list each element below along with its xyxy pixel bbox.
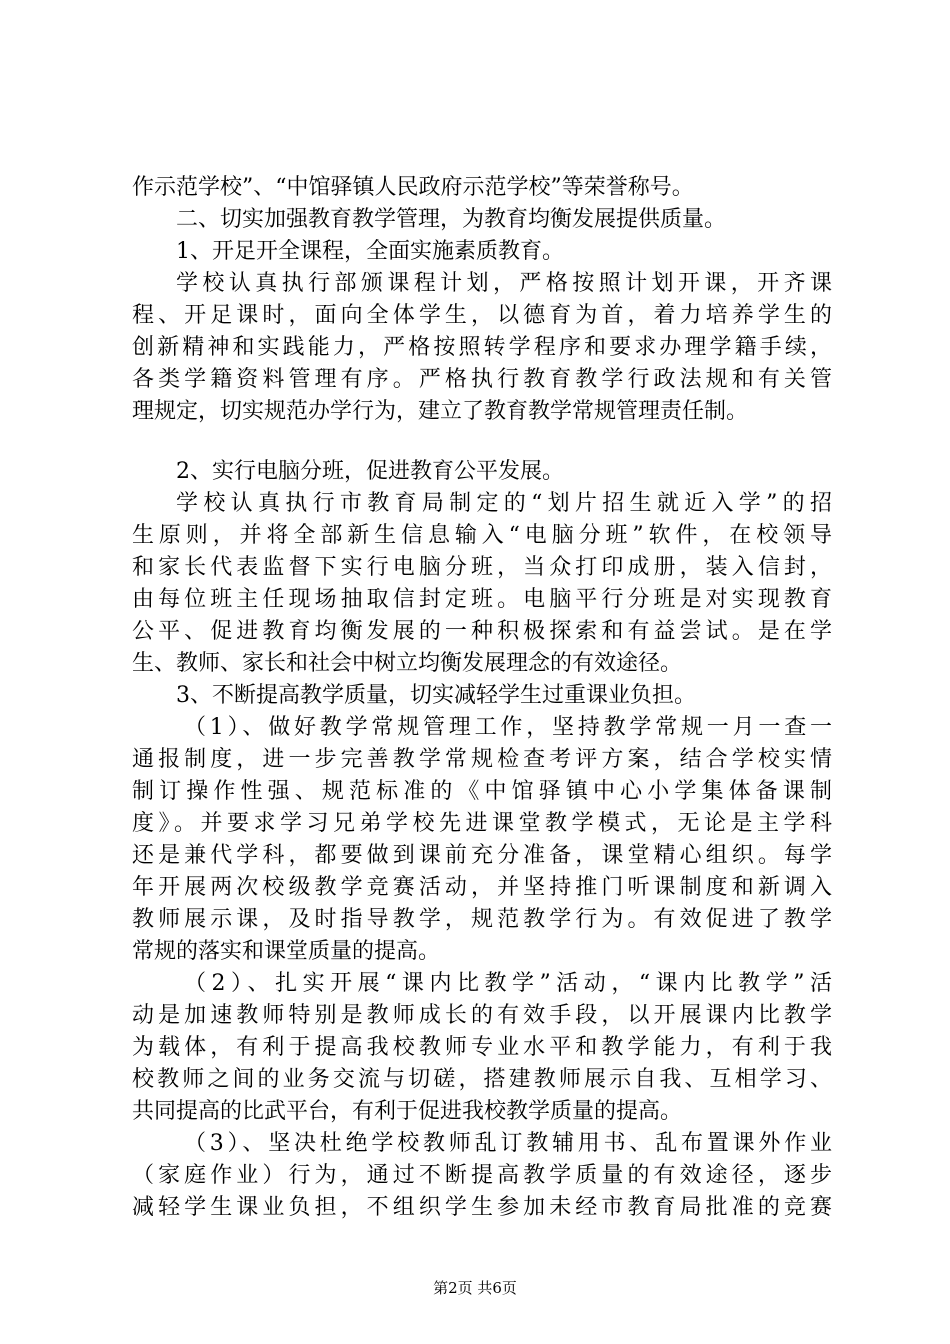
text-line: （1）、做好教学常规管理工作，坚持教学常规一月一查一 [184, 715, 832, 740]
text-line: 制订操作性强、规范标准的《中馆驿镇中心小学集体备课制 [132, 779, 832, 804]
text-line: 减轻学生课业负担，不组织学生参加未经市教育局批准的竞赛 [132, 1195, 832, 1220]
text-line: （2）、扎实开展“课内比教学”活动，“课内比教学”活 [184, 971, 832, 996]
text-line: 通报制度，进一步完善教学常规检查考评方案，结合学校实情 [132, 747, 832, 772]
text-line: 度》。并要求学习兄弟学校先进课堂教学模式，无论是主学科 [132, 811, 832, 836]
text-line: 公平、促进教育均衡发展的一种积极探索和有益尝试。是在学 [132, 619, 832, 644]
text-line: 和家长代表监督下实行电脑分班，当众打印成册，装入信封， [132, 555, 832, 580]
text-line: 教师展示课，及时指导教学，规范教学行为。有效促进了教学 [132, 907, 832, 932]
text-line: 校教师之间的业务交流与切磋，搭建教师展示自我、互相学习、 [132, 1067, 832, 1092]
text-line: 二、切实加强教育教学管理，为教育均衡发展提供质量。 [176, 207, 727, 232]
text-line: 程、开足课时，面向全体学生，以德育为首，着力培养学生的 [132, 303, 832, 328]
text-line: 生原则，并将全部新生信息输入“电脑分班”软件，在校领导 [132, 523, 832, 548]
text-line: （家庭作业）行为，通过不断提高教学质量的有效途径，逐步 [132, 1163, 832, 1188]
text-line: 由每位班主任现场抽取信封定班。电脑平行分班是对实现教育 [132, 587, 832, 612]
text-line: 理规定，切实规范办学行为，建立了教育教学常规管理责任制。 [132, 399, 749, 424]
text-line: 生、教师、家长和社会中树立均衡发展理念的有效途径。 [132, 651, 683, 676]
text-line: 1、开足开全课程，全面实施素质教育。 [176, 239, 564, 264]
paragraph-gap [132, 428, 832, 456]
text-line: 创新精神和实践能力，严格按照转学程序和要求办理学籍手续， [132, 335, 832, 360]
text-line: （3）、坚决杜绝学校教师乱订教辅用书、乱布置课外作业 [184, 1131, 832, 1156]
text-line: 2、实行电脑分班，促进教育公平发展。 [176, 459, 564, 484]
text-line: 共同提高的比武平台，有利于促进我校教学质量的提高。 [132, 1099, 683, 1124]
text-line: 动是加速教师特别是教师成长的有效手段，以开展课内比教学 [132, 1003, 832, 1028]
text-line: 年开展两次校级教学竞赛活动，并坚持推门听课制度和新调入 [132, 875, 832, 900]
text-line: 为载体，有利于提高我校教师专业水平和教学能力，有利于我 [132, 1035, 832, 1060]
text-line: 学校认真执行市教育局制定的“划片招生就近入学”的招 [176, 491, 832, 516]
text-line: 还是兼代学科，都要做到课前充分准备，课堂精心组织。每学 [132, 843, 832, 868]
page-footer: 第2页 共6页 [433, 1279, 517, 1297]
text-line: 学校认真执行部颁课程计划，严格按照计划开课，开齐课 [176, 271, 832, 296]
text-line: 各类学籍资料管理有序。严格执行教育教学行政法规和有关管 [132, 367, 832, 392]
text-line: 3、不断提高教学质量，切实减轻学生过重课业负担。 [176, 683, 696, 708]
text-line: 常规的落实和课堂质量的提高。 [132, 939, 441, 964]
document-body [132, 172, 832, 1224]
text-line: 作示范学校”、“中馆驿镇人民政府示范学校”等荣誉称号。 [132, 175, 694, 200]
